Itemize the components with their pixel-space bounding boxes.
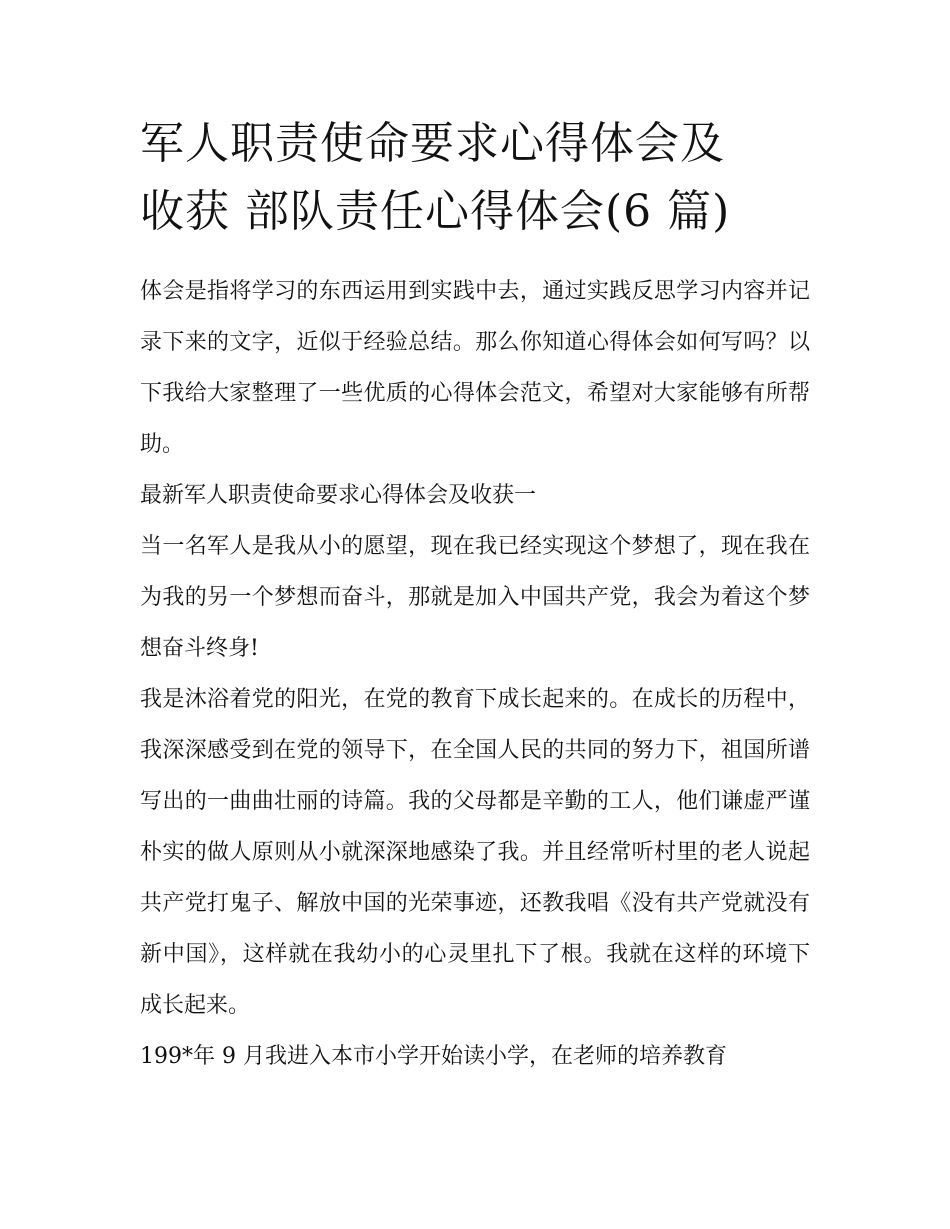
body-paragraph: 我是沐浴着党的阳光，在党的教育下成长起来的。在成长的历程中，我深深感受到在党的领导下，在全国人民的共同的努力下，祖国所谱写出的一曲曲壮丽的诗篇。我的父母都是辛勤的工人，他们谦虚严谨朴实的做人原则从小就深深地感染了我。并且经常听村里的老人说起共产党打鬼子、解放中国的光荣事迹，还教我唱《没有共产党就没有新中国》，这样就在我幼小的心灵里扎下了根。我就在这样的环境下成长起来。	[140, 687, 810, 1018]
intro-paragraph: 体会是指将学习的东西运用到实践中去，通过实践反思学习内容并记录下来的文字，近似于经验总结。那么你知道心得体会如何写吗？以下我给大家整理了一些优质的心得体会范文，希望对大家能够有所帮助。	[140, 279, 810, 457]
document-title	[140, 110, 810, 246]
body-paragraph: 199*年 9 月我进入本市小学开始读小学，在老师的培养教育	[140, 1044, 727, 1069]
title-line-1: 军人职责使命要求心得体会及	[140, 118, 725, 169]
document-body	[140, 266, 810, 1082]
section-heading: 最新军人职责使命要求心得体会及收获一	[140, 483, 537, 508]
body-paragraph: 当一名军人是我从小的愿望，现在我已经实现这个梦想了，现在我在为我的另一个梦想而奋斗，那就是加入中国共产党，我会为着这个梦想奋斗终身!	[140, 534, 810, 661]
title-line-2: 收获 部队责任心得体会(6 篇)	[140, 186, 731, 237]
